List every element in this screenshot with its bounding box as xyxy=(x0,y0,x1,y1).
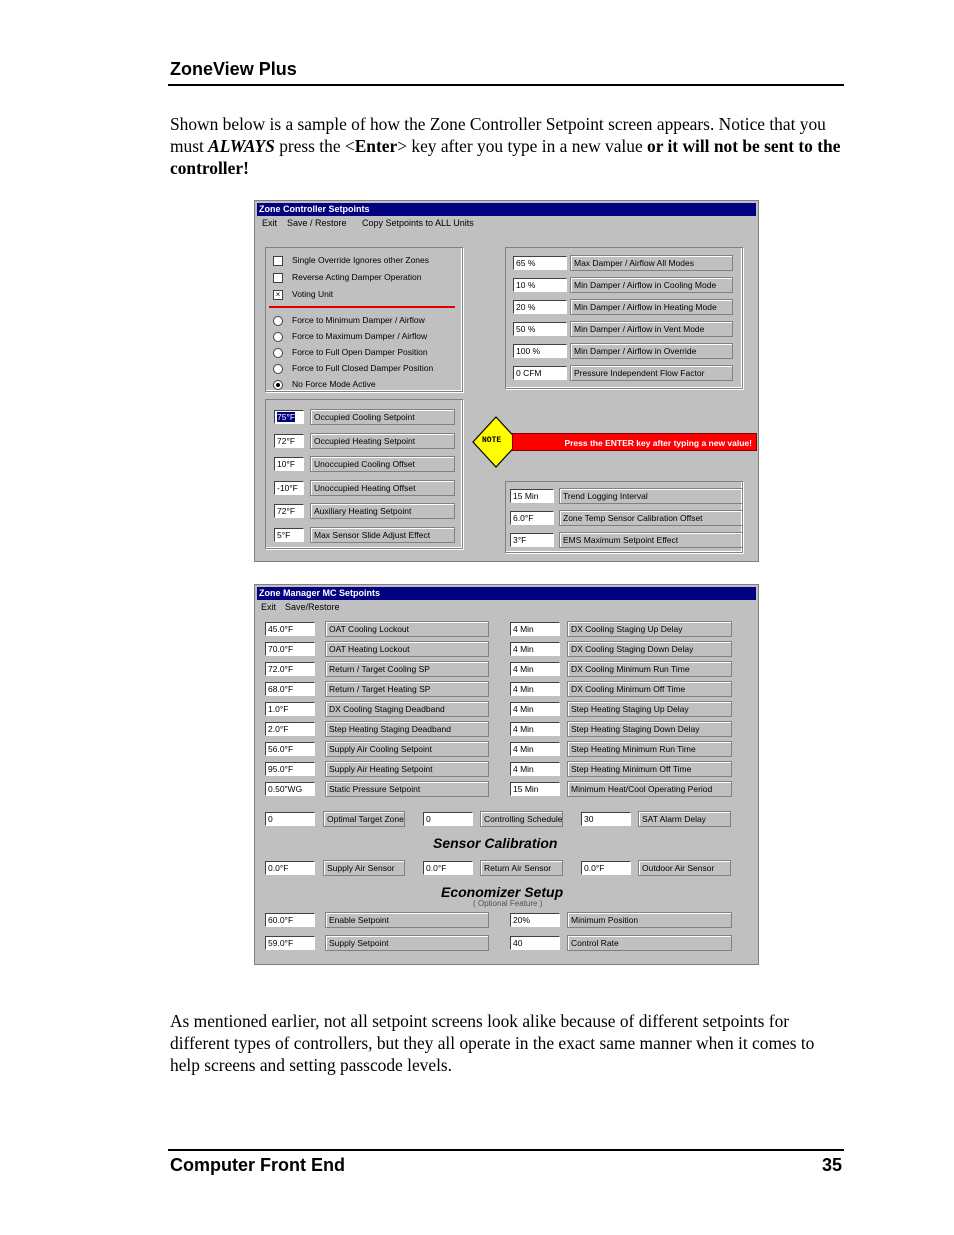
intro-warning: or it will not be sent to the controller! xyxy=(170,136,841,178)
static-pressure-setpoint-input[interactable]: 0.50"WG xyxy=(265,782,315,796)
checkbox-label: Voting Unit xyxy=(292,289,334,299)
enable-setpoint-input[interactable]: 60.0°F xyxy=(265,913,315,927)
supply-air-heating-setpoint-input[interactable]: 95.0°F xyxy=(265,762,315,776)
intro-always: ALWAYS xyxy=(208,136,275,156)
note-badge: NOTE xyxy=(482,436,502,445)
supply-setpoint-input[interactable]: 59.0°F xyxy=(265,936,315,950)
voting-unit-checkbox[interactable] xyxy=(273,289,333,300)
dx-cooling-minimum-run-time-input[interactable]: 4 Min xyxy=(510,662,560,676)
dx-cooling-minimum-run-time-label: DX Cooling Minimum Run Time xyxy=(567,661,732,677)
intro-text-2: press the < xyxy=(274,136,355,156)
zone-controller-window xyxy=(254,200,759,562)
dx-cooling-staging-down-delay-label: DX Cooling Staging Down Delay xyxy=(567,641,732,657)
unoccupied-cooling-offset-label: Unoccupied Cooling Offset xyxy=(310,456,455,472)
return-target-cooling-sp-input[interactable]: 72.0°F xyxy=(265,662,315,676)
unoccupied-heating-offset-input[interactable]: -10°F xyxy=(274,481,304,495)
optimal-target-zone-label: Optimal Target Zone xyxy=(323,811,405,827)
step-heating-staging-down-delay-label: Step Heating Staging Down Delay xyxy=(567,721,732,737)
dx-cooling-minimum-off-time-input[interactable]: 4 Min xyxy=(510,682,560,696)
sat-alarm-delay-label: SAT Alarm Delay xyxy=(638,811,731,827)
zm-menu-exit[interactable]: Exit xyxy=(261,602,277,612)
dx-cooling-minimum-off-time-label: DX Cooling Minimum Off Time xyxy=(567,681,732,697)
max-damper-airflow-all-modes-input[interactable]: 65 % xyxy=(513,256,567,270)
reverse-acting-damper-operation-checkbox[interactable] xyxy=(273,272,421,283)
trend-logging-interval-label: Trend Logging Interval xyxy=(559,488,743,504)
min-damper-airflow-in-cooling-mode-input[interactable]: 10 % xyxy=(513,278,567,292)
radio-circle xyxy=(273,380,283,390)
checkbox-box xyxy=(273,256,283,266)
force-to-full-open-damper-position-radio[interactable] xyxy=(273,347,428,358)
min-damper-airflow-in-heating-mode-label: Min Damper / Airflow in Heating Mode xyxy=(570,299,733,315)
zc-menu-exit[interactable]: Exit xyxy=(262,218,278,228)
step-heating-minimum-run-time-label: Step Heating Minimum Run Time xyxy=(567,741,732,757)
single-override-ignores-other-zones-checkbox[interactable] xyxy=(273,255,429,266)
zone-manager-title: Zone Manager MC Setpoints xyxy=(257,587,756,600)
dx-cooling-staging-deadband-label: DX Cooling Staging Deadband xyxy=(325,701,489,717)
dx-cooling-staging-up-delay-input[interactable]: 4 Min xyxy=(510,622,560,636)
note-banner: Press the ENTER key after typing a new value! xyxy=(512,433,757,451)
dx-cooling-staging-up-delay-label: DX Cooling Staging Up Delay xyxy=(567,621,732,637)
auxiliary-heating-setpoint-input[interactable]: 72°F xyxy=(274,504,304,518)
page-number: 35 xyxy=(821,1155,842,1175)
zc-menu-save-restore[interactable]: Save / Restore xyxy=(287,218,347,228)
static-pressure-setpoint-label: Static Pressure Setpoint xyxy=(325,781,489,797)
radio-circle xyxy=(273,332,283,342)
return-air-sensor-label: Return Air Sensor xyxy=(480,860,563,876)
minimum-heat-cool-operating-period-input[interactable]: 15 Min xyxy=(510,782,560,796)
supply-air-cooling-setpoint-label: Supply Air Cooling Setpoint xyxy=(325,741,489,757)
minimum-position-input[interactable]: 20% xyxy=(510,913,560,927)
pressure-independent-flow-factor-label: Pressure Independent Flow Factor xyxy=(570,365,733,381)
controlling-schedule-label: Controlling Schedule xyxy=(480,811,563,827)
supply-air-sensor-label: Supply Air Sensor xyxy=(323,860,405,876)
oat-cooling-lockout-input[interactable]: 45.0°F xyxy=(265,622,315,636)
min-damper-airflow-in-override-label: Min Damper / Airflow in Override xyxy=(570,343,733,359)
min-damper-airflow-in-cooling-mode-label: Min Damper / Airflow in Cooling Mode xyxy=(570,277,733,293)
min-damper-airflow-in-vent-mode-label: Min Damper / Airflow in Vent Mode xyxy=(570,321,733,337)
checkbox-box xyxy=(273,273,283,283)
zc-menu-copy-setpoints[interactable]: Copy Setpoints to ALL Units xyxy=(362,218,474,228)
unoccupied-heating-offset-label: Unoccupied Heating Offset xyxy=(310,480,455,496)
minimum-heat-cool-operating-period-label: Minimum Heat/Cool Operating Period xyxy=(567,781,732,797)
intro-paragraph xyxy=(170,113,846,179)
ems-maximum-setpoint-effect-input[interactable]: 3°F xyxy=(510,533,554,547)
step-heating-staging-deadband-label: Step Heating Staging Deadband xyxy=(325,721,489,737)
trend-logging-interval-input[interactable]: 15 Min xyxy=(510,489,554,503)
step-heating-staging-up-delay-input[interactable]: 4 Min xyxy=(510,702,560,716)
supply-air-sensor-input[interactable]: 0.0°F xyxy=(265,861,315,875)
radio-label: Force to Full Open Damper Position xyxy=(292,347,428,357)
min-damper-airflow-in-vent-mode-input[interactable]: 50 % xyxy=(513,322,567,336)
max-damper-airflow-all-modes-label: Max Damper / Airflow All Modes xyxy=(570,255,733,271)
return-target-cooling-sp-label: Return / Target Cooling SP xyxy=(325,661,489,677)
header-rule xyxy=(168,84,844,86)
radio-circle xyxy=(273,364,283,374)
step-heating-minimum-off-time-label: Step Heating Minimum Off Time xyxy=(567,761,732,777)
pressure-independent-flow-factor-input[interactable]: 0 CFM xyxy=(513,366,567,380)
step-heating-staging-up-delay-label: Step Heating Staging Up Delay xyxy=(567,701,732,717)
controlling-schedule-input[interactable]: 0 xyxy=(423,812,473,826)
force-to-minimum-damper-airflow-radio[interactable] xyxy=(273,315,425,326)
occupied-heating-setpoint-label: Occupied Heating Setpoint xyxy=(310,433,455,449)
oat-heating-lockout-label: OAT Heating Lockout xyxy=(325,641,489,657)
step-heating-minimum-run-time-input[interactable]: 4 Min xyxy=(510,742,560,756)
optimal-target-zone-input[interactable]: 0 xyxy=(265,812,315,826)
force-to-full-closed-damper-position-radio[interactable] xyxy=(273,363,433,374)
intro-enter: Enter xyxy=(354,136,398,156)
step-heating-staging-down-delay-input[interactable]: 4 Min xyxy=(510,722,560,736)
step-heating-staging-deadband-input[interactable]: 2.0°F xyxy=(265,722,315,736)
supply-setpoint-label: Supply Setpoint xyxy=(325,935,489,951)
max-sensor-slide-adjust-effect-input[interactable]: 5°F xyxy=(274,528,304,542)
force-to-maximum-damper-airflow-radio[interactable] xyxy=(273,331,427,342)
auxiliary-heating-setpoint-label: Auxiliary Heating Setpoint xyxy=(310,503,455,519)
checkbox-label: Reverse Acting Damper Operation xyxy=(292,272,422,282)
checkbox-label: Single Override Ignores other Zones xyxy=(292,255,430,265)
zone-controller-title: Zone Controller Setpoints xyxy=(257,203,756,216)
zone-temp-sensor-calibration-offset-label: Zone Temp Sensor Calibration Offset xyxy=(559,510,743,526)
minimum-position-label: Minimum Position xyxy=(567,912,732,928)
dx-cooling-staging-down-delay-input[interactable]: 4 Min xyxy=(510,642,560,656)
zm-menu-save-restore[interactable]: Save/Restore xyxy=(285,602,340,612)
outdoor-air-sensor-input[interactable]: 0.0°F xyxy=(581,861,631,875)
ems-maximum-setpoint-effect-label: EMS Maximum Setpoint Effect xyxy=(559,532,743,548)
sat-alarm-delay-input[interactable]: 30 xyxy=(581,812,631,826)
min-damper-airflow-in-heating-mode-input[interactable]: 20 % xyxy=(513,300,567,314)
footer-rule xyxy=(168,1149,844,1151)
closing-paragraph: As mentioned earlier, not all setpoint screens look alike because of different setpoints for different types of controllers, but they all operate in the exact same manner when it comes to help screens and setting passcode levels. xyxy=(170,1011,815,1075)
oat-cooling-lockout-label: OAT Cooling Lockout xyxy=(325,621,489,637)
occupied-cooling-setpoint-input[interactable]: 75°F xyxy=(274,410,304,424)
radio-label: No Force Mode Active xyxy=(292,379,376,389)
radio-label: Force to Maximum Damper / Airflow xyxy=(292,331,428,341)
supply-air-heating-setpoint-label: Supply Air Heating Setpoint xyxy=(325,761,489,777)
return-target-heating-sp-input[interactable]: 68.0°F xyxy=(265,682,315,696)
oat-heating-lockout-input[interactable]: 70.0°F xyxy=(265,642,315,656)
dx-cooling-staging-deadband-input[interactable]: 1.0°F xyxy=(265,702,315,716)
note-icon xyxy=(470,416,510,468)
return-target-heating-sp-label: Return / Target Heating SP xyxy=(325,681,489,697)
economizer-optional-note: ( Optional Feature ) xyxy=(473,899,543,908)
radio-label: Force to Minimum Damper / Airflow xyxy=(292,315,425,325)
radio-circle xyxy=(273,316,283,326)
sensor-calibration-heading: Sensor Calibration xyxy=(433,835,558,851)
page-header: ZoneView Plus xyxy=(170,59,297,79)
return-air-sensor-input[interactable]: 0.0°F xyxy=(423,861,473,875)
enable-setpoint-label: Enable Setpoint xyxy=(325,912,489,928)
economizer-setup-heading: Economizer Setup xyxy=(441,884,564,900)
intro-text-3: > key after you type in a new value xyxy=(397,136,648,156)
intro-text-1: Shown below is a sample of how the Zone Controller Setpoint screen appears. Notice that you must xyxy=(170,114,826,156)
occupied-cooling-setpoint-label: Occupied Cooling Setpoint xyxy=(310,409,455,425)
footer-left: Computer Front End xyxy=(170,1155,345,1175)
step-heating-minimum-off-time-input[interactable]: 4 Min xyxy=(510,762,560,776)
control-rate-label: Control Rate xyxy=(567,935,732,951)
control-rate-input[interactable]: 40 xyxy=(510,936,560,950)
outdoor-air-sensor-label: Outdoor Air Sensor xyxy=(638,860,731,876)
min-damper-airflow-in-override-input[interactable]: 100 % xyxy=(513,344,567,358)
occupied-heating-setpoint-input[interactable]: 72°F xyxy=(274,434,304,448)
zone-temp-sensor-calibration-offset-input[interactable]: 6.0°F xyxy=(510,511,554,525)
zone-manager-window xyxy=(254,584,759,965)
radio-label: Force to Full Closed Damper Position xyxy=(292,363,434,373)
supply-air-cooling-setpoint-input[interactable]: 56.0°F xyxy=(265,742,315,756)
no-force-mode-active-radio[interactable] xyxy=(273,379,376,390)
checkbox-box: × xyxy=(273,290,283,300)
max-sensor-slide-adjust-effect-label: Max Sensor Slide Adjust Effect xyxy=(310,527,455,543)
unoccupied-cooling-offset-input[interactable]: 10°F xyxy=(274,457,304,471)
radio-circle xyxy=(273,348,283,358)
red-divider xyxy=(269,306,455,308)
